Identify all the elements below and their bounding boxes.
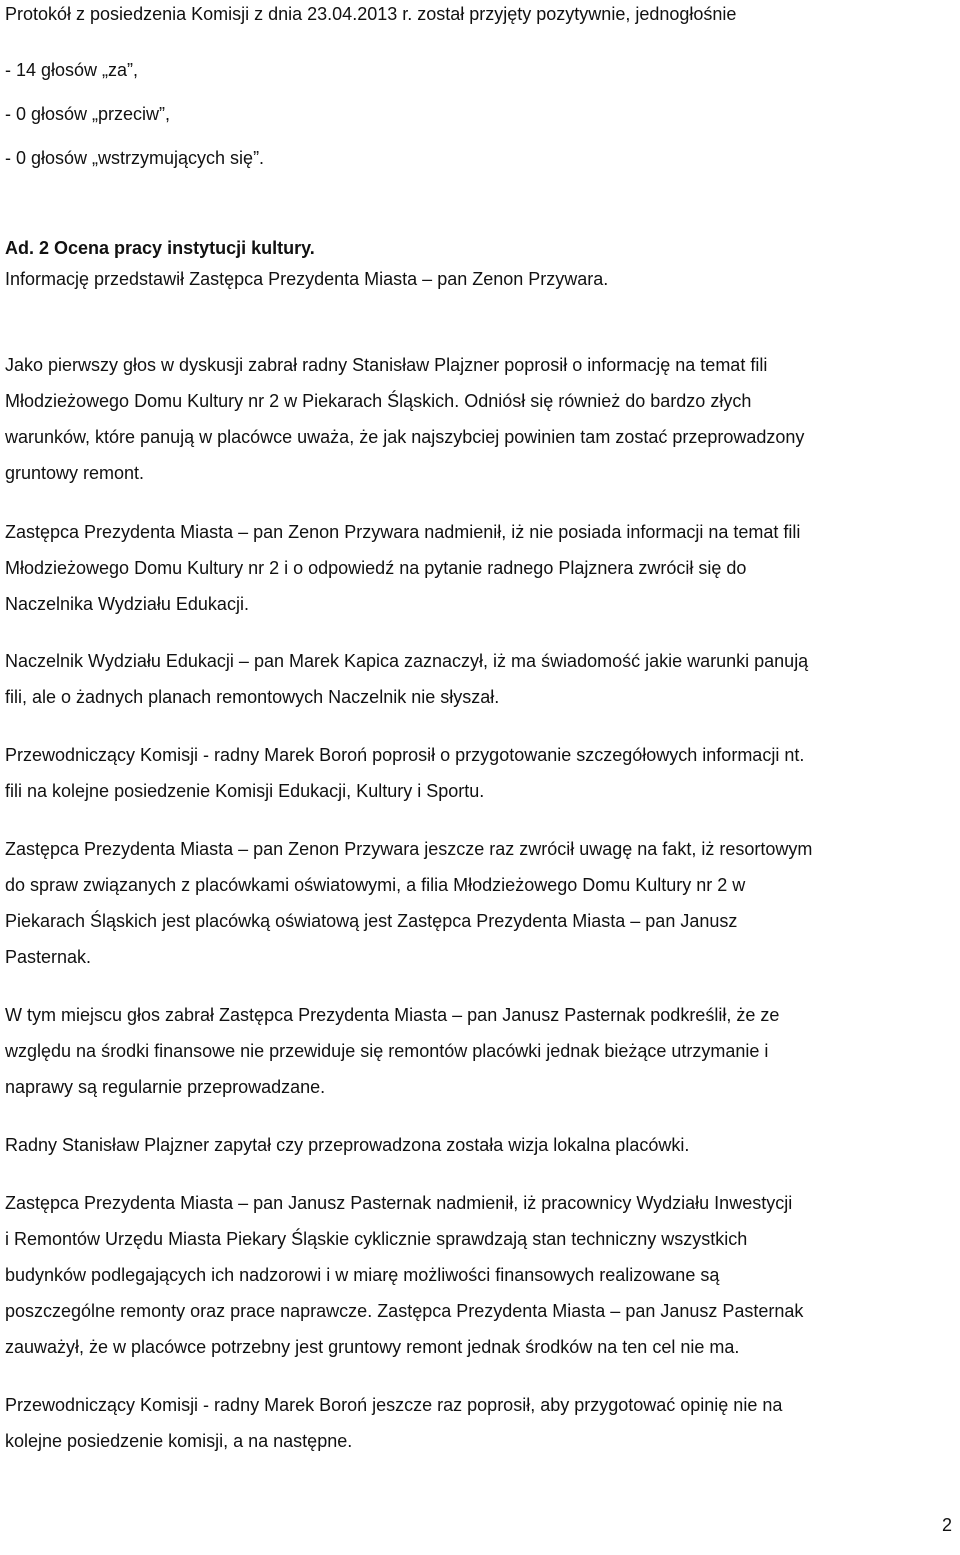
text-line-28: budynków podlegających ich nadzorowi i w miarę możliwości finansowych realizowane są: [5, 1265, 720, 1285]
text-line-30: zauważył, że w placówce potrzebny jest gruntowy remont jednak środków na ten cel nie ma.: [5, 1337, 740, 1357]
text-line-20: Piekarach Śląskich jest placówką oświatową jest Zastępca Prezydenta Miasta – pan Janusz: [5, 911, 738, 931]
text-line-6: Informację przedstawił Zastępca Prezydenta Miasta – pan Zenon Przywara.: [5, 269, 609, 289]
text-line-24: naprawy są regularnie przeprowadzane.: [5, 1077, 326, 1097]
text-line-32: kolejne posiedzenie komisji, a na następne.: [5, 1431, 353, 1451]
text-line-27: i Remontów Urzędu Miasta Piekary Śląskie cyklicznie sprawdzają stan techniczny wszystkich: [5, 1229, 748, 1249]
vote-against: - 0 głosów „przeciw”,: [5, 104, 171, 124]
text-line-31: Przewodniczący Komisji - radny Marek Boroń jeszcze raz poprosił, aby przygotować opinię nie na: [5, 1395, 783, 1415]
text-line-13: Naczelnika Wydziału Edukacji.: [5, 594, 249, 614]
text-line-8: Młodzieżowego Domu Kultury nr 2 w Piekarach Śląskich. Odniósł się również do bardzo złych: [5, 391, 752, 411]
page-number: 2: [941, 1515, 952, 1535]
text-line-16: Przewodniczący Komisji - radny Marek Boroń poprosił o przygotowanie szczegółowych informacji nt.: [5, 745, 805, 765]
section-heading: Ad. 2 Ocena pracy instytucji kultury.: [5, 238, 315, 258]
vote-abstain: - 0 głosów „wstrzymujących się”.: [5, 148, 265, 168]
text-line-26: Zastępca Prezydenta Miasta – pan Janusz Pasternak nadmienił, iż pracownicy Wydziału Inwestycji: [5, 1193, 793, 1213]
text-line-17: fili na kolejne posiedzenie Komisji Edukacji, Kultury i Sportu.: [5, 781, 485, 801]
vote-for: - 14 głosów „za”,: [5, 60, 139, 80]
text-line-18: Zastępca Prezydenta Miasta – pan Zenon Przywara jeszcze raz zwrócił uwagę na fakt, iż resortowym: [5, 839, 813, 859]
text-line-14: Naczelnik Wydziału Edukacji – pan Marek Kapica zaznaczył, iż ma świadomość jakie warunki panują: [5, 651, 809, 671]
text-line-9: warunków, które panują w placówce uważa, że jak najszybciej powinien tam zostać przeprowadzony: [5, 427, 805, 447]
text-line-7: Jako pierwszy głos w dyskusji zabrał radny Stanisław Plajzner poprosił o informację na temat fili: [5, 355, 768, 375]
text-line-10: gruntowy remont.: [5, 463, 145, 483]
text-line-12: Młodzieżowego Domu Kultury nr 2 i o odpowiedź na pytanie radnego Plajznera zwrócił się do: [5, 558, 747, 578]
text-line-21: Pasternak.: [5, 947, 92, 967]
text-line-29: poszczególne remonty oraz prace naprawcze. Zastępca Prezydenta Miasta – pan Janusz Pasternak: [5, 1301, 804, 1321]
text-line-11: Zastępca Prezydenta Miasta – pan Zenon Przywara nadmienił, iż nie posiada informacji na temat fili: [5, 522, 801, 542]
text-line-22: W tym miejscu głos zabrał Zastępca Prezydenta Miasta – pan Janusz Pasternak podkreślił, że ze: [5, 1005, 780, 1025]
text-line-15: fili, ale o żadnych planach remontowych Naczelnik nie słyszał.: [5, 687, 500, 707]
text-line-19: do spraw związanych z placówkami oświatowymi, a filia Młodzieżowego Domu Kultury nr 2 w: [5, 875, 746, 895]
text-line-1: Protokół z posiedzenia Komisji z dnia 23.04.2013 r. został przyjęty pozytywnie, jednogłośnie: [5, 4, 737, 24]
text-line-25: Radny Stanisław Plajzner zapytał czy przeprowadzona została wizja lokalna placówki.: [5, 1135, 690, 1155]
text-line-23: względu na środki finansowe nie przewiduje się remontów placówki jednak bieżące utrzymanie i: [5, 1041, 769, 1061]
